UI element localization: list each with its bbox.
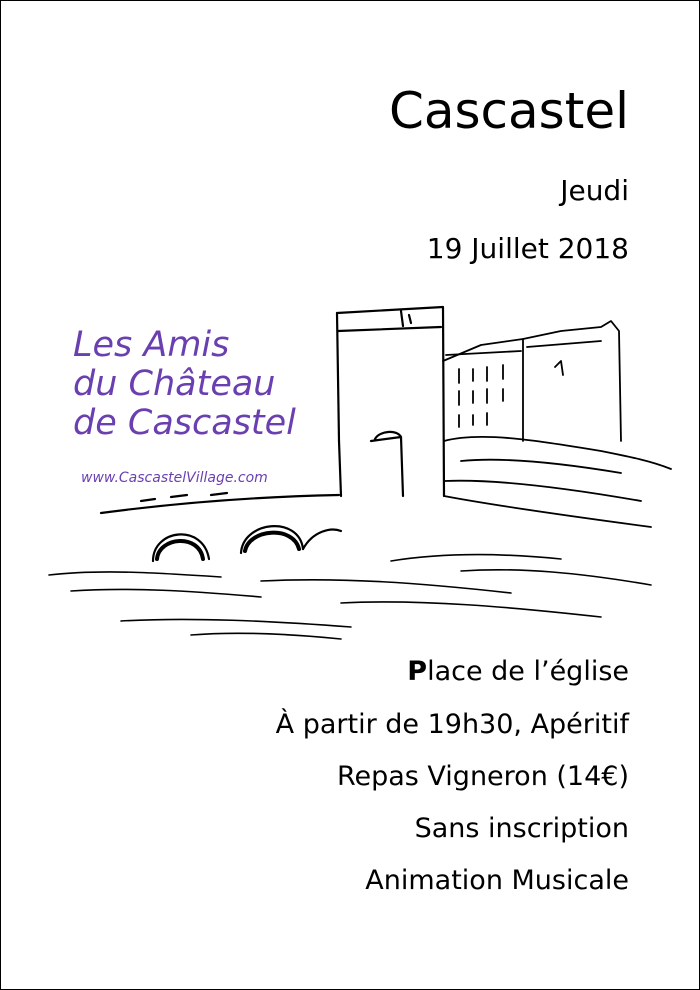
event-music: Animation Musicale bbox=[365, 865, 629, 896]
poster-title: Cascastel bbox=[388, 82, 629, 140]
event-place-initial: P bbox=[407, 656, 428, 687]
river-strokes bbox=[49, 555, 651, 639]
event-day: Jeudi bbox=[560, 174, 629, 207]
event-place-rest: lace de l’église bbox=[427, 656, 629, 687]
terrace-wall bbox=[444, 437, 671, 527]
stone-bridge bbox=[101, 493, 341, 561]
event-place bbox=[407, 655, 629, 689]
castle-tower bbox=[337, 307, 444, 496]
event-date: 19 Juillet 2018 bbox=[426, 232, 629, 265]
event-meal: Repas Vigneron (14€) bbox=[336, 761, 629, 792]
association-line-1: Les Amis bbox=[73, 325, 230, 365]
association-line-2: du Château bbox=[73, 364, 276, 404]
association-line-3: de Cascastel bbox=[73, 403, 296, 443]
event-aperitif: À partir de 19h30, Apéritif bbox=[275, 709, 629, 740]
village-buildings bbox=[443, 321, 621, 441]
association-website[interactable]: www.CascastelVillage.com bbox=[81, 470, 268, 486]
event-registration: Sans inscription bbox=[414, 813, 629, 844]
association-name bbox=[73, 326, 296, 443]
